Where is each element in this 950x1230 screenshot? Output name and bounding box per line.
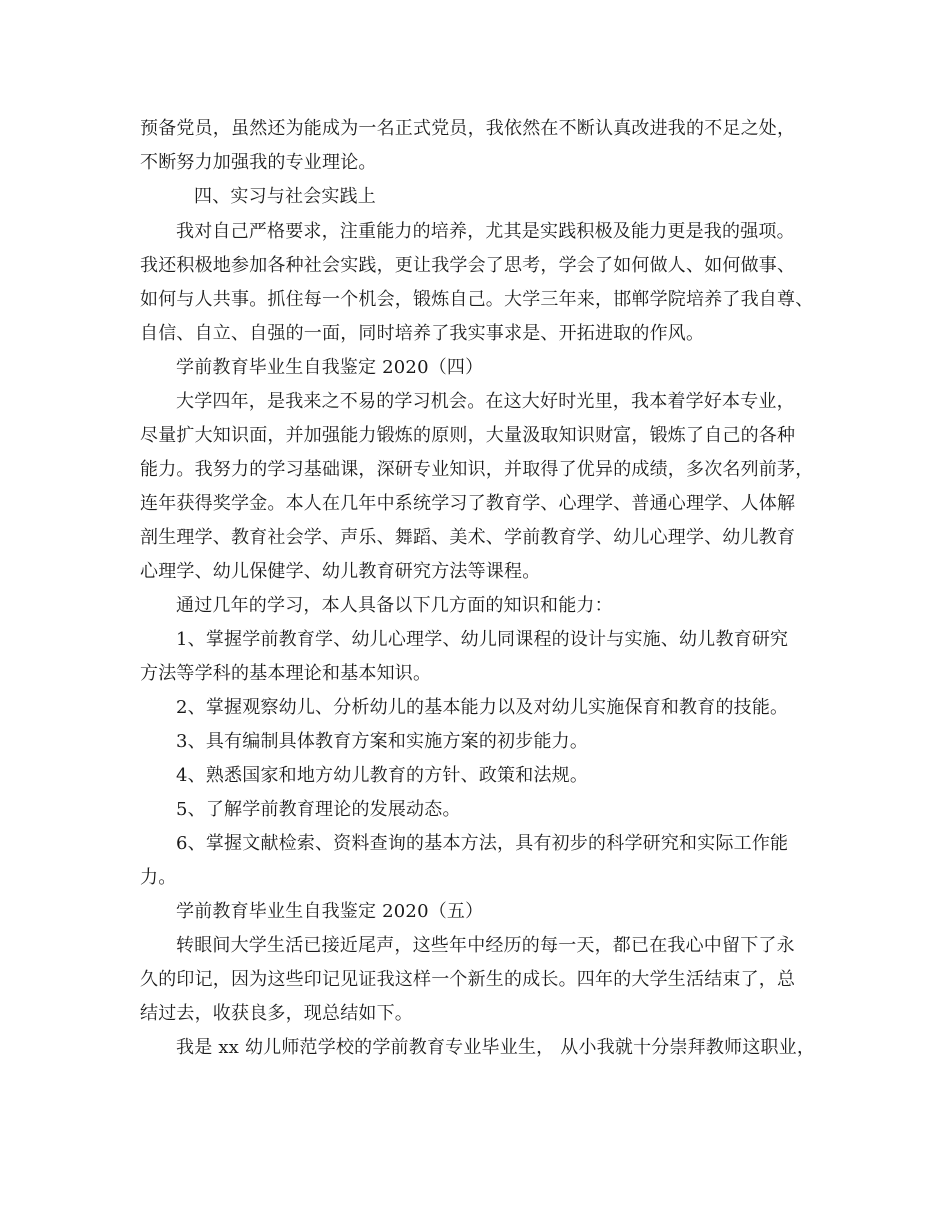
section-title: 学前教育毕业生自我鉴定 2020（四）: [176, 357, 484, 378]
section-heading: 四、实习与社会实践上: [194, 186, 376, 207]
paragraph-line: 自信、自立、自强的一面，同时培养了我实事求是、开拓进取的作风。: [140, 323, 705, 344]
paragraph-line: 通过几年的学习，本人具备以下几方面的知识和能力：: [176, 595, 613, 616]
paragraph-line: 我还积极地参加各种社会实践，更让我学会了思考，学会了如何做人、如何做事、: [140, 255, 796, 276]
paragraph-line: 剖生理学、教育社会学、声乐、舞蹈、美术、学前教育学、幼儿心理学、幼儿教育: [140, 527, 796, 548]
paragraph-line: 连年获得奖学金。本人在几年中系统学习了教育学、心理学、普通心理学、人体解: [140, 493, 796, 514]
list-item-continuation: 方法等学科的基本理论和基本知识。: [140, 663, 432, 684]
list-item: 4、熟悉国家和地方幼儿教育的方针、政策和法规。: [176, 765, 589, 786]
paragraph-line: 转眼间大学生活已接近尾声，这些年中经历的每一天，都已在我心中留下了永: [176, 935, 795, 956]
paragraph-line: 如何与人共事。抓住每一个机会，锻炼自己。大学三年来，邯郸学院培养了我自尊、: [140, 289, 814, 310]
paragraph-line: 不断努力加强我的专业理论。: [140, 152, 377, 173]
paragraph-line: 结过去，收获良多，现总结如下。: [140, 1003, 413, 1024]
paragraph-line: 能力。我努力的学习基础课，深研专业知识，并取得了优异的成绩，多次名列前茅，: [140, 459, 814, 480]
list-item: 6、掌握文献检索、资料查询的基本方法，具有初步的科学研究和实际工作能: [176, 833, 789, 854]
paragraph-line: 久的印记，因为这些印记见证我这样一个新生的成长。四年的大学生活结束了，总: [140, 969, 796, 990]
list-item-continuation: 力。: [140, 867, 177, 888]
list-item: 2、掌握观察幼儿、分析幼儿的基本能力以及对幼儿实施保育和教育的技能。: [176, 697, 789, 718]
list-item: 3、具有编制具体教育方案和实施方案的初步能力。: [176, 731, 589, 752]
list-item: 1、掌握学前教育学、幼儿心理学、幼儿同课程的设计与实施、幼儿教育研究: [176, 629, 789, 650]
paragraph-line: 尽量扩大知识面，并加强能力锻炼的原则，大量汲取知识财富，锻炼了自己的各种: [140, 425, 796, 446]
section-title: 学前教育毕业生自我鉴定 2020（五）: [176, 901, 484, 922]
list-item: 5、了解学前教育理论的发展动态。: [176, 799, 461, 820]
paragraph-line: 我是 xx 幼儿师范学校的学前教育专业毕业生， 从小我就十分崇拜教师这职业，: [176, 1037, 816, 1058]
paragraph-line: 心理学、幼儿保健学、幼儿教育研究方法等课程。: [140, 561, 541, 582]
paragraph-line: 预备党员，虽然还为能成为一名正式党员，我依然在不断认真改进我的不足之处，: [140, 118, 796, 139]
paragraph-line: 大学四年，是我来之不易的学习机会。在这大好时光里，我本着学好本专业，: [176, 391, 795, 412]
paragraph-line: 我对自己严格要求，注重能力的培养，尤其是实践积极及能力更是我的强项。: [176, 221, 795, 242]
